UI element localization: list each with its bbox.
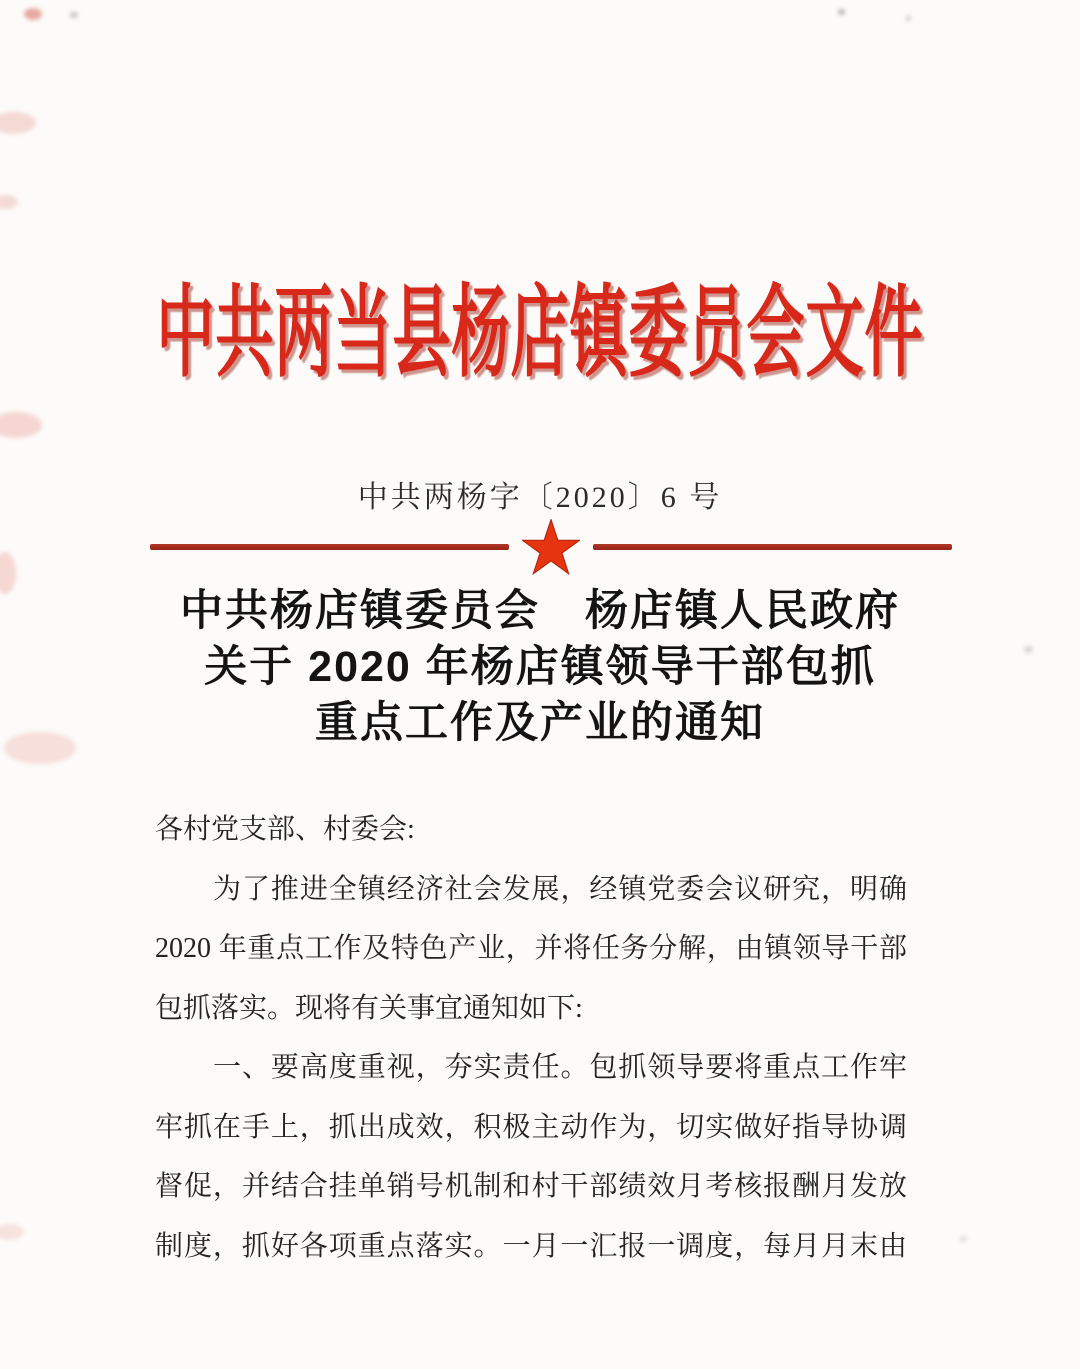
- title-line-1: 中共杨店镇委员会 杨店镇人民政府: [180, 587, 900, 635]
- body-line: 牢抓在手上，抓出成效，积极主动作为，切实做好指导协调: [155, 1111, 907, 1143]
- divider-line-right: [593, 544, 952, 550]
- title-line-2: 关于 2020 年杨店镇领导干部包抓: [204, 643, 876, 691]
- scan-artifact: [838, 9, 845, 15]
- title-line-3: 重点工作及产业的通知: [315, 699, 765, 747]
- document-title: [0, 583, 1080, 751]
- red-divider: [150, 518, 952, 576]
- red-star-icon: [522, 519, 580, 575]
- scan-artifact: [0, 412, 42, 438]
- body-line: 包抓落实。现将有关事宜通知如下:: [155, 992, 583, 1024]
- body-line: 制度，抓好各项重点落实。一月一汇报一调度，每月月末由: [155, 1230, 907, 1262]
- document-body: [155, 800, 907, 1276]
- body-salutation: 各村党支部、村委会:: [155, 814, 415, 845]
- body-line: 为了推进全镇经济社会发展，经镇党委会议研究，明确: [213, 873, 907, 905]
- divider-line-left: [150, 544, 509, 550]
- scan-artifact: [70, 12, 78, 18]
- body-line: 督促，并结合挂单销号机制和村干部绩效月考核报酬月发放: [155, 1171, 907, 1202]
- scan-artifact: [24, 8, 42, 20]
- scan-artifact: [0, 1224, 24, 1240]
- doc-number: 中共两杨字〔2020〕6 号: [357, 481, 723, 514]
- red-masthead-title: 中共两当县杨店镇委员会文件: [156, 277, 924, 390]
- scan-artifact: [0, 112, 36, 134]
- body-line: 2020 年重点工作及特色产业，并将任务分解，由镇领导干部: [155, 933, 907, 964]
- scan-artifact: [960, 1236, 967, 1242]
- scan-artifact: [906, 16, 911, 21]
- body-line: 一、要高度重视，夯实责任。包抓领导要将重点工作牢: [213, 1052, 907, 1083]
- scan-artifact: [0, 195, 18, 209]
